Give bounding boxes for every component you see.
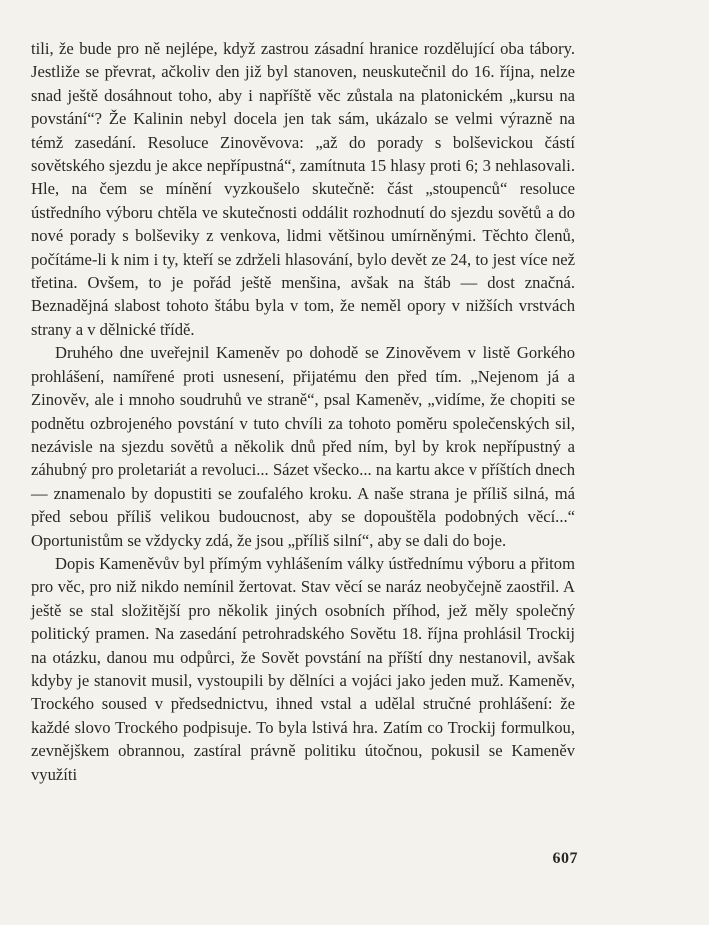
paragraph-kamenev-letter: Dopis Kameněvův byl přímým vyhlášením války ústřednímu výboru a přitom pro věc, pro niž nikdo nemínil žertovat. Stav věcí se naráz neobyčejně zaostřil. A ještě se stal složitější pro několik jiných osobních příhod, jež měly společný politický pramen. Na zasedání petrohradského Sovětu 18. října prohlásil Trockij na otázku, danou mu odpůrci, že Sovět povstání na příští dny nestanovil, avšak kdyby je stanovit musil, vystoupili by dělníci a vojáci jako jeden muž. Kameněv, Trockého soused v předsednictvu, ihned vstal a udělal stručné prohlášení: že každé slovo Trockého podpisuje. To byla lstivá hra. Zatím co Trockij formulkou, zevnějškem obrannou, zastíral právně politiku útočnou, pokusil se Kameněv využíti <box>31 553 575 784</box>
paragraph-continued: tili, že bude pro ně nejlépe, když zastrou zásadní hranice rozdělující oba tábory. Jestliže se převrat, ačkoliv den již byl stanoven, neuskutečnil do 16. října, nelze snad ještě dosáhnout toho, aby i napříště věc zůstala na platonickém „kursu na povstání“? Že Kalinin nebyl docela jen tak sám, ukázalo se velmi výrazně na témž zasedání. Resoluce Zinověvova: „až do porady s bolševickou částí sovětského sjezdu je akce nepřípustná“, zamítnuta 15 hlasy proti 6; 3 nehlasovali. Hle, na čem se mínění vyzkoušelo skutečně: část „stoupenců“ resoluce ústředního výboru chtěla ve skutečnosti oddálit rozhodnutí do sjezdu sovětů a do nové porady s bolševiky z venkova, lidmi většinou umírněnými. Těchto členů, počítáme-li k nim i ty, kteří se zdrželi hlasování, bylo devět ze 24, to jest více než třetina. Ovšem, to je pořád ještě menšina, avšak na štáb — dost značná. Beznadějná slabost tohoto štábu byla v tom, že neměl opory v nižších vrstvách strany a v dělnické třídě. <box>31 39 575 339</box>
page-body <box>31 37 575 786</box>
paragraph-kamenev-statement: Druhého dne uveřejnil Kameněv po dohodě se Zinověvem v listě Gorkého prohlášení, namířené proti usnesení, přijatému den před tím. „Nejenom já a Zinověv, ale i mnoho soudruhů ve straně“, psal Kameněv, „vidíme, že chopiti se podnětu ozbrojeného povstání v tuto chvíli za tohoto poměru společenských sil, nezávisle na sjezdu sovětů a několik dnů před ním, byl by krok nepřípustný a záhubný pro proletariát a revoluci... Sázet všecko... na kartu akce v příštích dnech — znamenalo by dopustiti se zoufalého kroku. A naše strana je příliš silná, má před sebou příliš velikou budoucnost, aby se dopouštěla podobných věcí...“ Oportunistům se vždycky zdá, že jsou „příliš silní“, aby se dali do boje. <box>31 343 575 550</box>
page-number: 607 <box>552 850 578 867</box>
